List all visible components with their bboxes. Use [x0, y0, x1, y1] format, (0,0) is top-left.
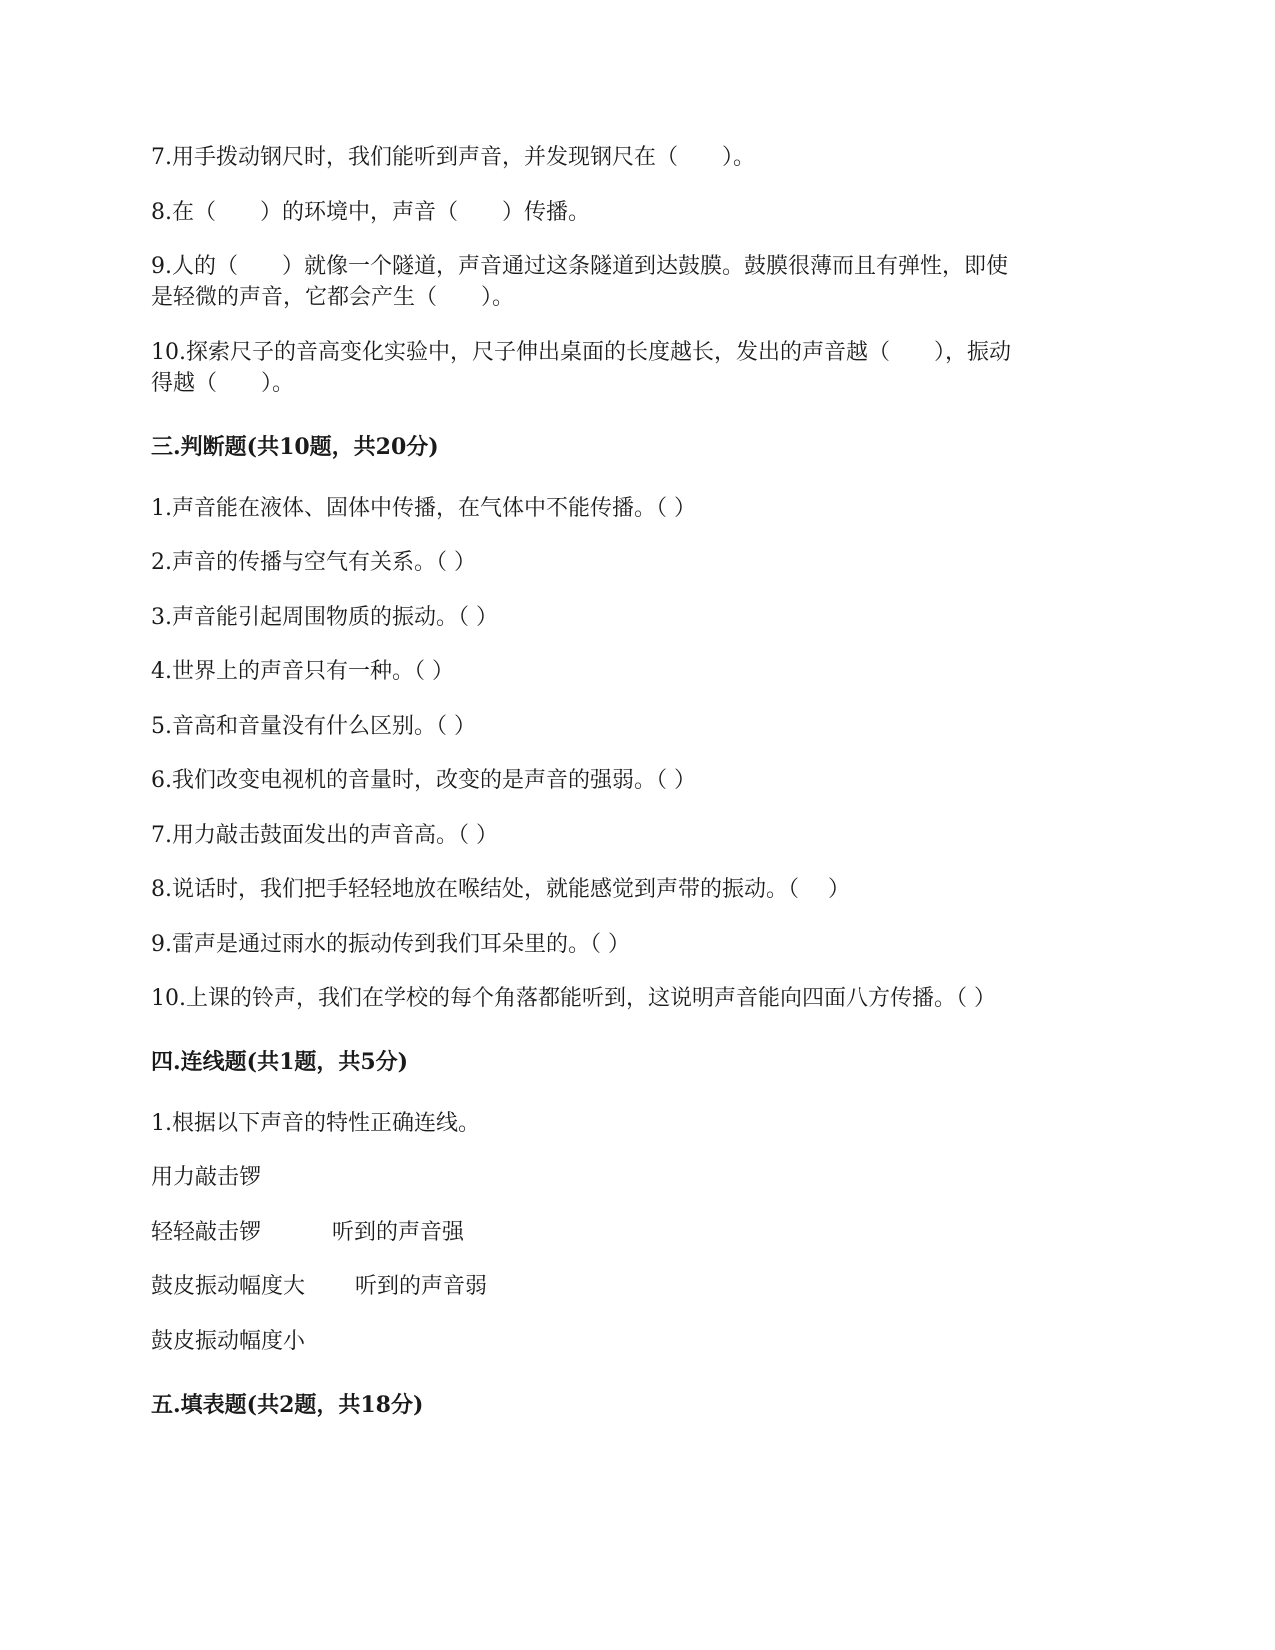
- table-section-heading: 五.填表题(共2题，共18分): [151, 1392, 424, 1418]
- judge-item: 3.声音能引起周围物质的振动。（ ）: [151, 605, 498, 630]
- match-right-item: 听到的声音强: [332, 1220, 465, 1245]
- match-section-heading: 四.连线题(共1题，共5分): [151, 1049, 409, 1075]
- judge-section-heading: 三.判断题(共10题，共20分): [151, 434, 439, 460]
- fill-question-9-line1: 9.人的（ ）就像一个隧道，声音通过这条隧道到达鼓膜。鼓膜很薄而且有弹性，即使: [151, 254, 1008, 279]
- judge-item: 7.用力敲击鼓面发出的声音高。（ ）: [151, 823, 498, 848]
- fill-question-7: 7.用手拨动钢尺时，我们能听到声音，并发现钢尺在（ ）。: [151, 145, 755, 170]
- judge-item: 9.雷声是通过雨水的振动传到我们耳朵里的。（ ）: [151, 932, 630, 957]
- match-left-item: 轻轻敲击锣: [151, 1220, 262, 1245]
- fill-question-10-line2: 得越（ ）。: [151, 371, 295, 396]
- match-row-1: [151, 1162, 1131, 1194]
- judge-item: 4.世界上的声音只有一种。（ ）: [151, 659, 454, 684]
- fill-question-10-line1: 10.探索尺子的音高变化实验中，尺子伸出桌面的长度越长，发出的声音越（ ），振动: [151, 340, 1011, 365]
- judge-item: 1.声音能在液体、固体中传播，在气体中不能传播。（ ）: [151, 496, 696, 521]
- judge-item: 6.我们改变电视机的音量时，改变的是声音的强弱。（ ）: [151, 768, 696, 793]
- judge-item: 2.声音的传播与空气有关系。（ ）: [151, 550, 476, 575]
- match-row-4: [151, 1326, 1131, 1358]
- match-left-item: 鼓皮振动幅度大: [151, 1274, 306, 1299]
- match-left-item: 用力敲击锣: [151, 1165, 262, 1190]
- match-row-2: [151, 1217, 1131, 1249]
- judge-item: 10.上课的铃声，我们在学校的每个角落都能听到，这说明声音能向四面八方传播。（ ）: [151, 986, 996, 1011]
- match-right-item: 听到的声音弱: [355, 1274, 488, 1299]
- judge-item: 5.音高和音量没有什么区别。（ ）: [151, 714, 476, 739]
- fill-question-9-line2: 是轻微的声音，它都会产生（ ）。: [151, 285, 515, 310]
- fill-question-8: 8.在（ ）的环境中，声音（ ）传播。: [151, 200, 590, 225]
- match-left-item: 鼓皮振动幅度小: [151, 1329, 306, 1354]
- judge-item: 8.说话时，我们把手轻轻地放在喉结处，就能感觉到声带的振动。（ ）: [151, 877, 850, 902]
- match-row-3: [151, 1271, 1131, 1303]
- match-question: 1.根据以下声音的特性正确连线。: [151, 1111, 480, 1136]
